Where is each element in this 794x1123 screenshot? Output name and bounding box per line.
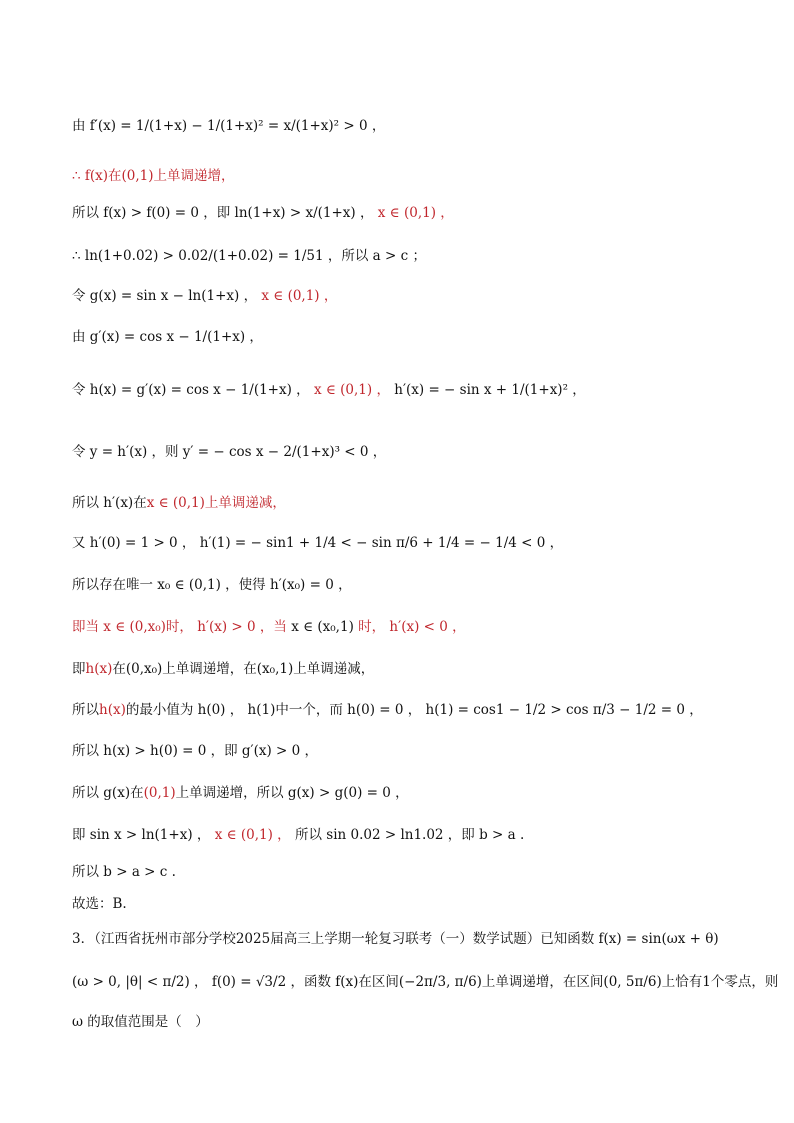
conclusion-line: 所以 b > a > c . [72, 864, 176, 880]
sign-change-line: 即当 x ∈ (0,x₀)时， h′(x) > 0 ，当 x ∈ (x₀,1) 时， h′(x) < 0 ， [72, 619, 466, 635]
decreasing-line: 所以 h′(x)在x ∈ (0,1)上单调递减， [72, 495, 286, 511]
define-h-line: 令 h(x) = g′(x) = cos x − 1/(1+x) ， x ∈ (0,1) ， h′(x) = − sin x + 1/(1+x)² ， [72, 382, 586, 398]
derivative-line: 由 f′(x) = 1/(1+x) − 1/(1+x)² = x/(1+x)² > 0 ， [72, 118, 386, 134]
g-derivative-line: 由 g′(x) = cos x − 1/(1+x) ， [72, 329, 263, 345]
increasing-statement: ∴ f(x)在(0,1)上单调递增， [72, 168, 235, 184]
monotonic-h-line: 即h(x)在(0,x₀)上单调递增，在(x₀,1)上单调递减， [72, 661, 375, 677]
sin-vs-ln-line: 即 sin x > ln(1+x) ， x ∈ (0,1) ， 所以 sin 0.02 > ln1.02 ，即 b > a . [72, 827, 525, 843]
question-3-ask: ω 的取值范围是（ ） [72, 1014, 209, 1030]
second-derivative-line: 令 y = h′(x) ，则 y′ = − cos x − 2/(1+x)³ < 0 ， [72, 444, 387, 460]
g-increasing-line: 所以 g(x)在(0,1)上单调递增，所以 g(x) > g(0) = 0 ， [72, 785, 409, 801]
min-value-line: 所以h(x)的最小值为 h(0) ， h(1)中一个，而 h(0) = 0 ， h(1) = cos1 − 1/2 > cos π/3 − 1/2 = 0 ， [72, 702, 703, 718]
define-g-line: 令 g(x) = sin x − ln(1+x) ， x ∈ (0,1) ， [72, 288, 338, 304]
inequality-line: 所以 f(x) > f(0) = 0 ，即 ln(1+x) > x/(1+x) ， x ∈ (0,1) ， [72, 205, 454, 221]
unique-zero-line: 所以存在唯一 x₀ ∈ (0,1) ，使得 h′(x₀) = 0 ， [72, 577, 352, 593]
question-3-condition: (ω > 0, |θ| < π/2) ， f(0) = √3/2 ，函数 f(x)在区间(−2π/3, π/6)上单调递增，在区间(0, 5π/6)上恰有1个零点，则 [72, 974, 779, 990]
h-positive-line: 所以 h(x) > h(0) = 0 ，即 g′(x) > 0 ， [72, 743, 319, 759]
compare-a-c-line: ∴ ln(1+0.02) > 0.02/(1+0.02) = 1/51 ，所以 a > c ； [72, 248, 426, 264]
question-3-title: 3．（江西省抚州市部分学校2025届高三上学期一轮复习联考（一）数学试题）已知函数 f(x) = sin(ωx + θ) [72, 931, 719, 947]
answer-line: 故选：B. [72, 896, 127, 912]
h-values-line: 又 h′(0) = 1 > 0 ， h′(1) = − sin1 + 1/4 < − sin π/6 + 1/4 = − 1/4 < 0 ， [72, 535, 564, 551]
